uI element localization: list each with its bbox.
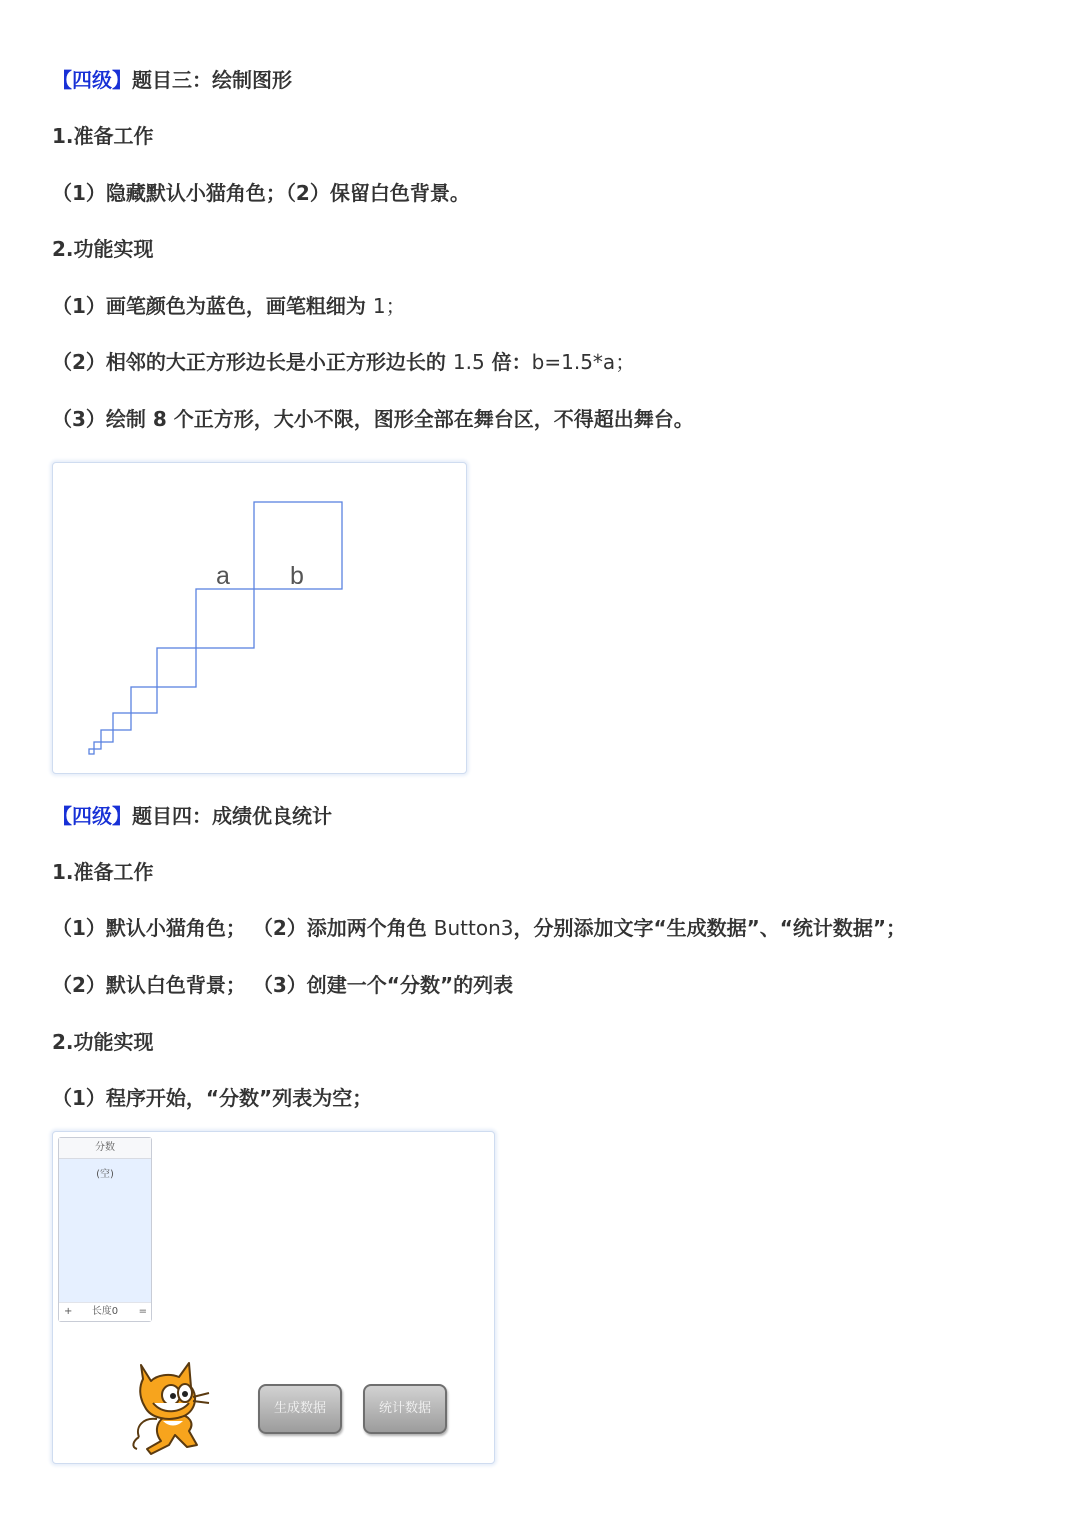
- q4-prep-item-2: （2）默认白色背景； （3）创建一个“分数”的列表: [52, 973, 514, 997]
- list-length: 长度0: [91, 1306, 119, 1317]
- stage-figure: [52, 1131, 495, 1464]
- q4-prep-item-1: （1）默认小猫角色； （2）添加两个角色 Button3，分别添加文字“生成数据”、“统计数据”；: [52, 916, 907, 940]
- label-b: b: [290, 562, 304, 590]
- square-4: [113, 713, 131, 730]
- question-title: 题目四：成绩优良统计: [132, 804, 332, 828]
- squares-figure: [52, 462, 467, 774]
- square-5: [131, 687, 157, 713]
- square-6: [157, 648, 196, 687]
- q3-func-item-3: （3）绘制 8 个正方形，大小不限，图形全部在舞台区，不得超出舞台。: [52, 407, 694, 431]
- count-data-button[interactable]: 统计数据: [363, 1384, 447, 1434]
- square-2: [94, 742, 101, 749]
- level-tag-open: 【: [52, 68, 72, 92]
- level-tag-open: 【: [52, 804, 72, 828]
- score-list-monitor: [58, 1137, 152, 1322]
- q3-prep-title: 1.准备工作: [52, 124, 154, 148]
- generate-data-button[interactable]: 生成数据: [258, 1384, 342, 1434]
- q4-func-title: 2.功能实现: [52, 1030, 154, 1054]
- q3-func-title: 2.功能实现: [52, 237, 154, 261]
- add-item-button[interactable]: +: [64, 1306, 73, 1317]
- q4-heading: [52, 802, 332, 830]
- resize-handle[interactable]: =: [138, 1306, 147, 1317]
- square-7: [196, 589, 254, 648]
- squares-drawing: [53, 463, 466, 773]
- label-a: a: [216, 562, 230, 590]
- level-tag: 四级: [72, 68, 112, 92]
- q4-prep-title: 1.准备工作: [52, 860, 154, 884]
- q3-func-item-1: （1）画笔颜色为蓝色，画笔粗细为 1；: [52, 294, 406, 318]
- q3-heading: [52, 66, 292, 94]
- cat-sprite[interactable]: [123, 1357, 223, 1457]
- q3-prep-item-1: （1）隐藏默认小猫角色；（2）保留白色背景。: [52, 181, 470, 205]
- level-tag-close: 】: [112, 68, 132, 92]
- q3-func-item-2: （2）相邻的大正方形边长是小正方形边长的 1.5 倍：b=1.5*a；: [52, 350, 636, 374]
- list-footer: [59, 1302, 151, 1321]
- level-tag-close: 】: [112, 804, 132, 828]
- square-3: [101, 730, 113, 742]
- list-title: 分数: [59, 1138, 151, 1159]
- level-tag: 四级: [72, 804, 112, 828]
- q4-func-item-1: （1）程序开始，“分数”列表为空；: [52, 1086, 373, 1110]
- list-empty: (空): [59, 1159, 151, 1303]
- square-1: [89, 749, 94, 754]
- question-title: 题目三：绘制图形: [132, 68, 292, 92]
